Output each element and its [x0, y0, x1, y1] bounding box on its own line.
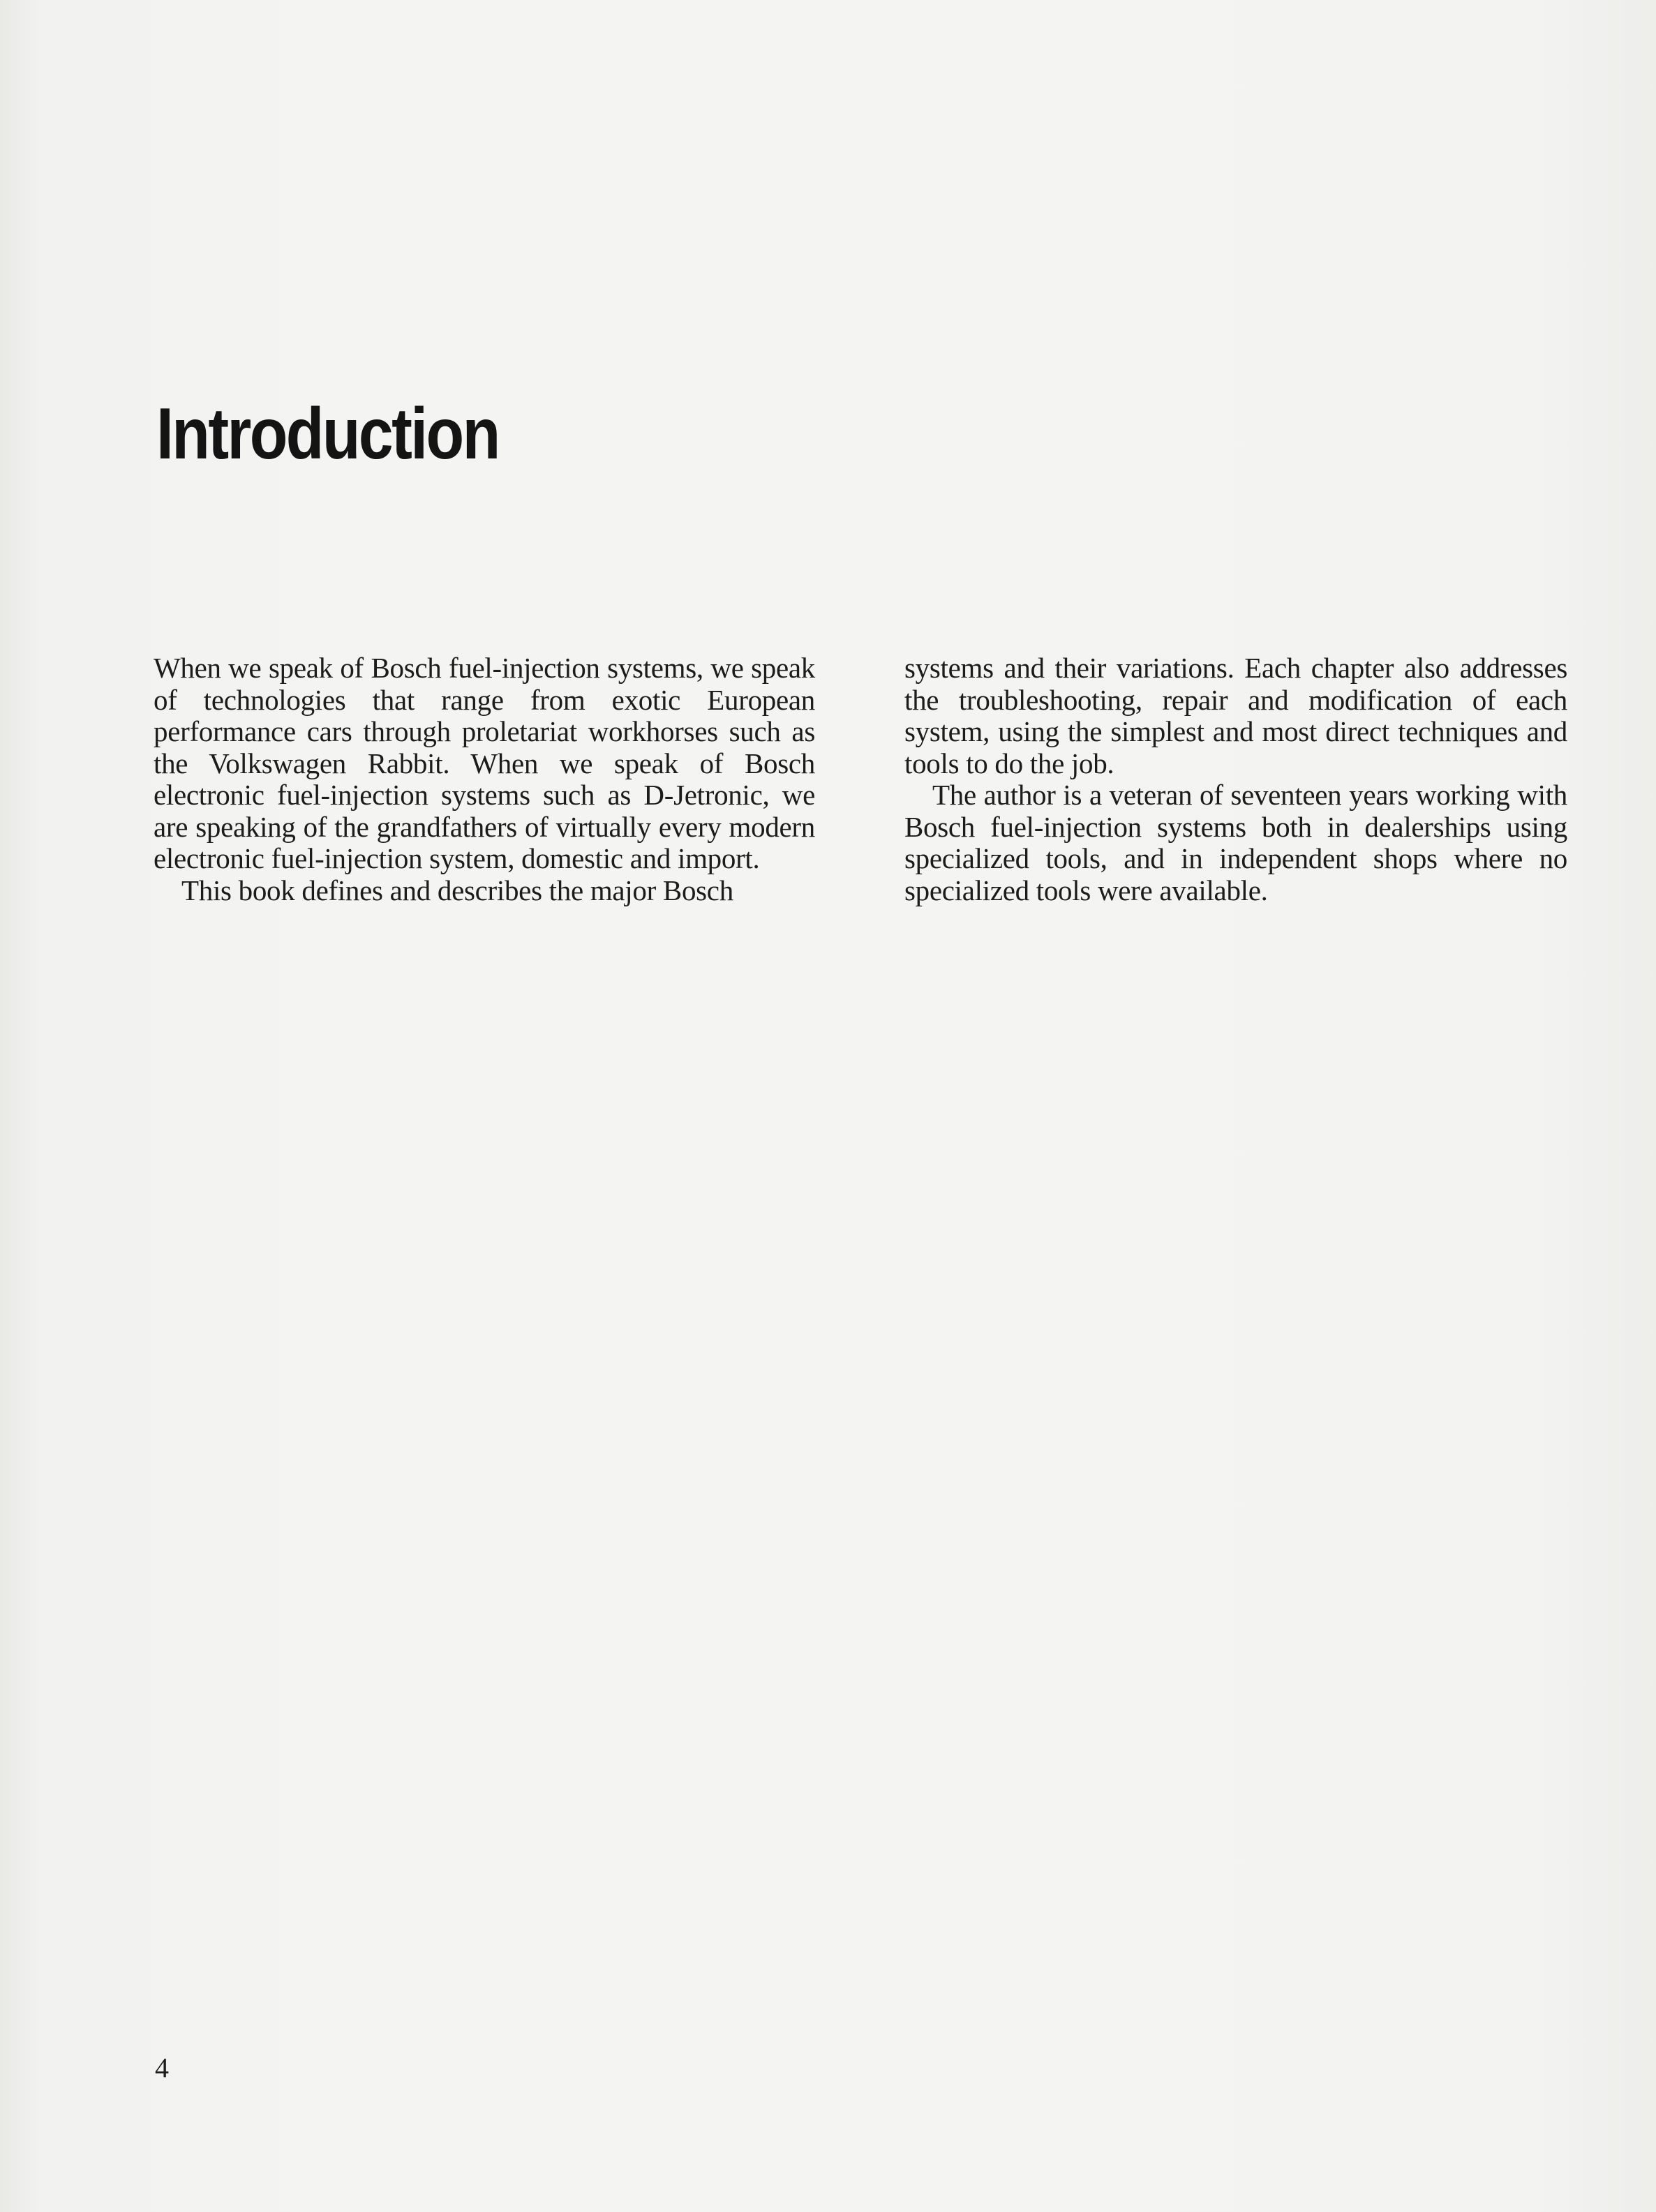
left-text-column [154, 652, 815, 906]
left-paragraph-2: This book defines and describes the major Bosch [181, 874, 733, 906]
page-title: Introduction [156, 394, 499, 474]
right-paragraph-1: systems and their variations. Each chapter also addresses the troubleshooting, repair and modification of each system, using the simplest and most direct techniques and tools to do the job. [904, 652, 1567, 779]
right-text-column [904, 652, 1567, 906]
page-number: 4 [155, 2052, 169, 2084]
right-paragraph-2: The author is a veteran of seventeen years working with Bosch fuel-injection systems both in dealerships using specialized tools, and in independent shops where no specialized tools were available. [904, 779, 1567, 906]
left-paragraph-1: When we speak of Bosch fuel-injection systems, we speak of technologies that range from exotic European performance cars through proletariat workhorses such as the Volkswagen Rabbit. When we speak of Bosch electronic fuel-injection systems such as D-Jetronic, we are speaking of the grandfathers of virtually every modern electronic fuel-injection system, domestic and import. [154, 652, 815, 874]
